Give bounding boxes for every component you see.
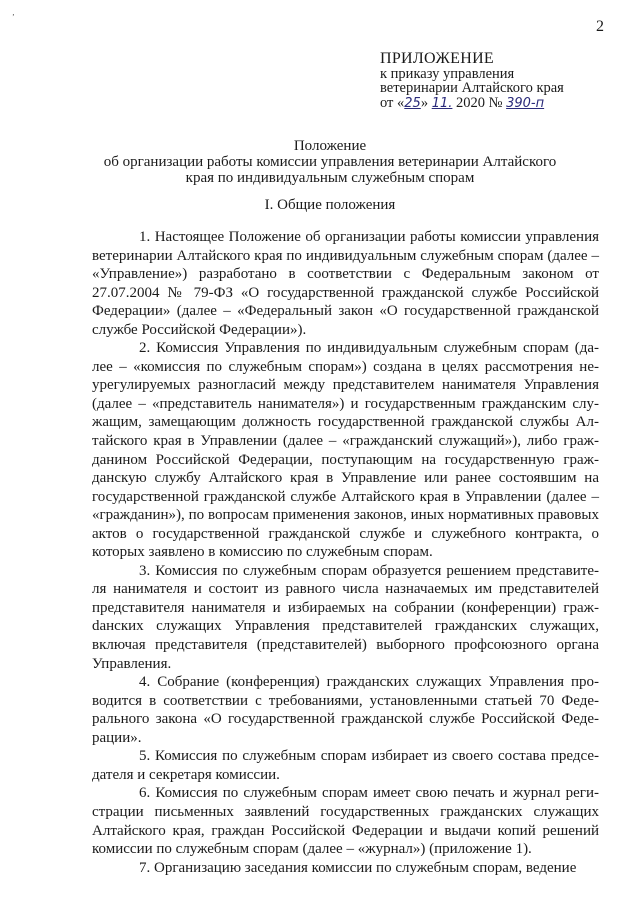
- order-number-handwritten: 390-п: [506, 95, 545, 111]
- date-month-handwritten: 11.: [431, 95, 453, 111]
- date-mid: »: [420, 94, 432, 111]
- appendix-line-1: к приказу управления: [380, 65, 515, 82]
- section-heading: I. Общие положения: [264, 197, 396, 213]
- scan-mark: ‚: [12, 8, 15, 17]
- paragraph-5: 5. Комиссия по служебным спорам избирает из своего состава председателя и секретаря комиссии.: [92, 748, 599, 783]
- heading-line-2: об организации работы комиссии управления ветеринарии Алтайского: [103, 154, 557, 170]
- paragraph-7: 7. Организацию заседания комиссии по служебным спорам, ведение: [139, 859, 577, 876]
- appendix-title: ПРИЛОЖЕНИЕ: [380, 50, 495, 67]
- appendix-order-line: [380, 96, 564, 112]
- paragraph-6: 6. Комиссия по служебным спорам имеет свою печать и журнал регистрации письменных заявлений государственных гражданских служащих Алтайского края, граждан Российской Федерации и выдачи копий решений комиссии по служебным спорам (далее – «журнал») (приложение 1).: [92, 785, 599, 858]
- paragraph-2: 2. Комиссия Управления по индивидуальным служебным спорам (далее – «комиссия по служебным спорам») создана в целях рассмотрения неурегулируемых разногласий между представителем нанимателя Управления (далее – «представитель нанимателя») и государственным гражданским служащим, замещающим должность государственной гражданской службы Алтайского края в Управлении (далее – «гражданский служащий»), либо гражданином Российской Федерации, поступающим на государственную гражданскую службу Алтайского края в Управление или ранее состоявшим на государственной гражданской службе Алтайского края в Управлении (далее – «гражданин»), по вопросам применения законов, иных нормативных правовых актов о государственной гражданской службе и служебного контракта, о которых заявлено в комиссию по служебным спорам.: [92, 340, 599, 561]
- heading-line-1: Положение: [293, 138, 367, 154]
- paragraph-3: 3. Комиссия по служебным спорам образуется решением представителя нанимателя и состоит из равного числа назначаемых им представителей представителя нанимателя и избираемых на собрании (конференции) гражdанских служащих Управления представителей гражданских служащих, включая представителя (представителей) выборного профсоюзного органа Управления.: [92, 562, 599, 672]
- date-day-handwritten: 25: [404, 95, 421, 111]
- heading-line-3: края по индивидуальным служебным спорам: [185, 170, 475, 186]
- page-number: 2: [596, 18, 604, 35]
- document-body: [92, 228, 599, 877]
- paragraph-1: 1. Настоящее Положение об организации работы комиссии управления ветеринарии Алтайского края по индивидуальным служебным спорам (далее – «Управление») разработано в соответствии с Федеральным законом от 27.07.2004 № 79-ФЗ «О государственной гражданской службе Российской Федерации» (далее – «Федеральный закон «О государственной гражданской службе Российской Федерации»).: [92, 229, 599, 338]
- date-prefix: от «: [380, 94, 405, 111]
- document-heading: [60, 138, 600, 186]
- appendix-line-2: ветеринарии Алтайского края: [380, 80, 564, 96]
- paragraph-4: 4. Собрание (конференция) гражданских служащих Управления проводится в соответствии с требованиями, установленными статьей 70 Федерального закона «О государственной гражданской службе Российской Федерации».: [92, 674, 599, 746]
- appendix-block: [380, 52, 564, 111]
- date-year: 2020 №: [452, 94, 507, 111]
